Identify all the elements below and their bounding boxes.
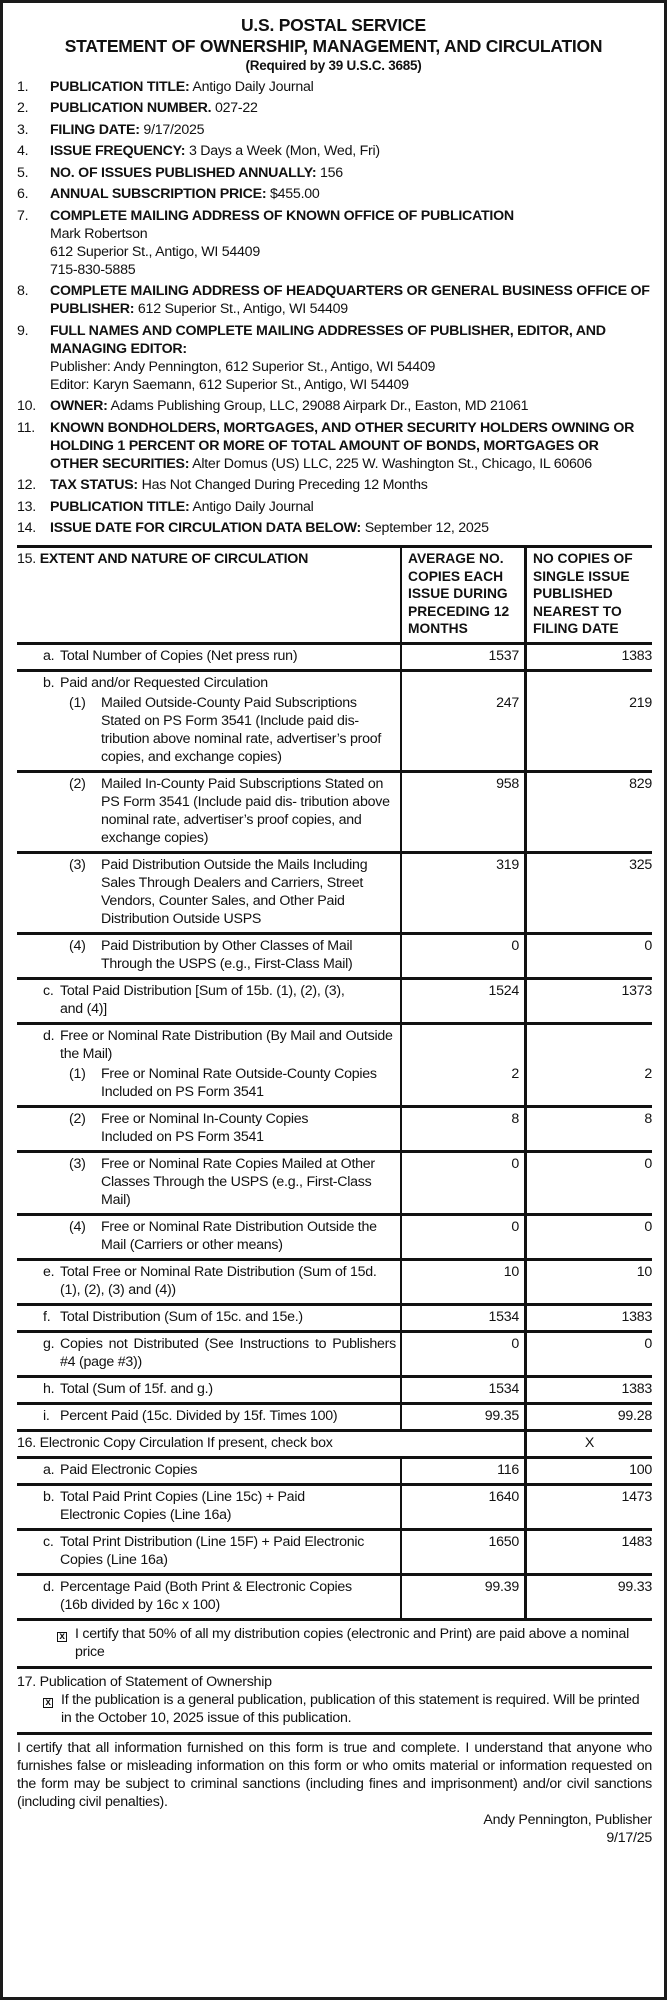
table-row <box>17 1025 652 1063</box>
row-label: Percentage Paid (Both Print & Electronic Copies (16b divided by 16c x 100) <box>60 1578 352 1613</box>
single-issue-value: 0 <box>644 937 652 954</box>
item-label: PUBLICATION TITLE: <box>50 78 190 95</box>
average-value: 116 <box>402 1459 527 1483</box>
row-label: Total Paid Print Copies (Line 15c) + Paid Electronic Copies (Line 16a) <box>60 1488 305 1523</box>
row-label: Paid Electronic Copies <box>60 1461 198 1478</box>
row-key: i. <box>43 1407 50 1424</box>
row-key: h. <box>43 1380 55 1397</box>
section-17-title: 17. Publication of Statement of Ownership <box>17 1673 272 1690</box>
single-issue-value: 325 <box>629 856 652 873</box>
item-number: 11. <box>17 419 35 436</box>
item-label: TAX STATUS: <box>50 477 138 493</box>
item-label: FILING DATE: <box>50 121 140 138</box>
row-key: (4) <box>69 937 86 954</box>
item-filing-date <box>17 121 650 139</box>
row-key: c. <box>43 982 54 999</box>
single-issue-value: 0 <box>644 1218 652 1235</box>
table-row <box>17 692 652 773</box>
certify-50-percent-row <box>17 1621 652 1669</box>
header-agency: U.S. POSTAL SERVICE <box>241 15 426 35</box>
table-row <box>17 1108 652 1153</box>
average-value: 8 <box>402 1108 527 1150</box>
item-value: 156 <box>316 164 343 181</box>
row-label: Percent Paid (15c. Divided by 15f. Times 100) <box>60 1407 338 1424</box>
item-label: PUBLICATION NUMBER. <box>50 100 212 116</box>
item-value: Antigo Daily Journal <box>189 498 314 515</box>
certify-50-percent-label: I certify that 50% of all my distribution copies (electronic and Print) are paid above a nominal price <box>75 1625 630 1660</box>
average-value: 319 <box>402 854 527 932</box>
item-label: ISSUE FREQUENCY: <box>50 143 186 159</box>
row-label: Mailed In-County Paid Subscriptions Stated on PS Form 3541 (Include paid dis- tribution above nominal rate, advertiser’s proof copies, and exchange copies) <box>101 775 390 846</box>
row-key: d. <box>43 1027 55 1044</box>
row-label: Paid Distribution by Other Classes of Mail Through the USPS (e.g., First-Class Mail) <box>101 937 353 972</box>
table-row <box>17 645 652 672</box>
single-issue-value: 1473 <box>621 1488 652 1505</box>
item-value: 3 Days a Week (Mon, Wed, Fri) <box>185 143 380 159</box>
item-number: 4. <box>17 143 29 159</box>
checkbox-checked-icon[interactable]: x <box>43 1698 53 1708</box>
section-number: 15. <box>17 551 36 567</box>
column-header-extent: EXTENT AND NATURE OF CIRCULATION <box>39 551 309 567</box>
electronic-copy-checkbox[interactable]: X <box>584 1434 595 1451</box>
item-value: $455.00 <box>266 186 320 202</box>
item-number: 12. <box>17 477 36 493</box>
item-label: FULL NAMES AND COMPLETE MAILING ADDRESSES OF PUBLISHER, EDITOR, AND MANAGING EDITOR: <box>50 322 606 357</box>
item-label: COMPLETE MAILING ADDRESS OF HEADQUARTERS OR GENERAL BUSINESS OFFICE OF PUBLISHER: <box>50 283 650 317</box>
average-value: 0 <box>402 1216 527 1258</box>
item-value: Adams Publishing Group, LLC, 29088 Airpark Dr., Easton, MD 21061 <box>107 398 529 414</box>
table-row <box>17 1486 652 1531</box>
header-subtitle: (Required by 39 U.S.C. 3685) <box>245 58 422 73</box>
single-issue-value: 0 <box>644 1335 652 1352</box>
item-label: OWNER: <box>50 398 108 414</box>
single-issue-value: 219 <box>629 694 652 711</box>
row-label: Free or Nominal Rate Outside-County Copies Included on PS Form 3541 <box>101 1065 377 1100</box>
item-publisher-editor <box>17 322 650 394</box>
average-value: 1524 <box>402 980 527 1022</box>
single-issue-value: 0 <box>644 1155 652 1172</box>
item-number: 2. <box>17 100 29 116</box>
row-key: (2) <box>69 1110 86 1127</box>
row-key: (1) <box>69 694 86 711</box>
single-issue-value: 1383 <box>621 647 652 664</box>
average-value: 1640 <box>402 1486 527 1528</box>
section-17-text: If the publication is a general publication, publication of this statement is required. Will be printed in the October 10, 2025 issue of this publication. <box>61 1691 640 1726</box>
table-row <box>17 773 652 854</box>
item-label: KNOWN BONDHOLDERS, MORTGAGES, AND OTHER SECURITY HOLDERS OWNING OR HOLDING 1 PERCENT OR MORE OF TOTAL AMOUNT OF BONDS, MORTGAGES OR OTHER SECURITIES: <box>50 419 635 472</box>
average-value: 0 <box>402 1333 527 1375</box>
table-row <box>17 854 652 935</box>
item-number: 9. <box>17 322 29 339</box>
row-key: c. <box>43 1533 54 1550</box>
item-label: COMPLETE MAILING ADDRESS OF KNOWN OFFICE OF PUBLICATION <box>50 207 514 224</box>
row-label: Paid and/or Requested Circulation <box>60 674 268 691</box>
single-issue-value: 829 <box>629 775 652 792</box>
item-owner <box>17 397 650 415</box>
item-value: 612 Superior St., Antigo, WI 54409 <box>134 301 348 317</box>
section-17 <box>17 1669 652 1735</box>
average-value: 1537 <box>402 645 527 669</box>
average-value: 10 <box>402 1261 527 1303</box>
certification-statement: I certify that all information furnished on this form is true and complete. I understand that anyone who furnishes false or misleading information on this form or who omits material or information requested on the form may be subject to criminal sanctions (including fines and imprisonment) and/or civil sanctions (including civil penalties). <box>17 1739 652 1810</box>
electronic-copy-label: 16. Electronic Copy Circulation If present, check box <box>17 1432 527 1456</box>
item-label: PUBLICATION TITLE: <box>50 498 190 515</box>
item-value: 027-22 <box>211 100 258 116</box>
item-number: 1. <box>17 78 29 95</box>
item-bondholders <box>17 419 650 473</box>
single-issue-value: 1373 <box>621 982 652 999</box>
single-issue-value: 2 <box>644 1065 652 1082</box>
item-number: 6. <box>17 186 29 202</box>
average-value: 2 <box>402 1063 527 1105</box>
row-key: g. <box>43 1335 55 1352</box>
single-issue-value: 8 <box>644 1110 652 1127</box>
single-issue-value: 1383 <box>621 1308 652 1325</box>
checkbox-checked-icon[interactable]: x <box>57 1632 67 1642</box>
row-label: Mailed Outside-County Paid Subscriptions Stated on PS Form 3541 (Include paid dis- tribution above nominal rate, advertiser’s proof copies, and exchange copies) <box>101 694 382 765</box>
item-value: Has Not Changed During Preceding 12 Months <box>137 477 428 493</box>
header-title: STATEMENT OF OWNERSHIP, MANAGEMENT, AND CIRCULATION <box>64 36 603 56</box>
circulation-table <box>17 545 652 1669</box>
column-header-single-issue: NO COPIES OF SINGLE ISSUE PUBLISHED NEAREST TO FILING DATE <box>533 551 633 636</box>
row-label: Total Print Distribution (Line 15F) + Paid Electronic Copies (Line 16a) <box>60 1533 365 1568</box>
row-label: Total Paid Distribution [Sum of 15b. (1), (2), (3), and (4)] <box>60 982 345 1017</box>
item-issue-date <box>17 519 650 537</box>
table-row <box>17 980 652 1025</box>
item-issue-frequency <box>17 142 650 160</box>
publisher-info: Publisher: Andy Pennington, 612 Superior St., Antigo, WI 54409 <box>50 358 436 375</box>
row-key: (1) <box>69 1065 86 1082</box>
table-row <box>17 935 652 980</box>
signature-date: 9/17/25 <box>606 1829 652 1846</box>
row-label: Free or Nominal Rate Copies Mailed at Other Classes Through the USPS (e.g., First-Class Mail) <box>101 1155 375 1208</box>
header-label-cell <box>17 548 402 642</box>
item-publication-title-2 <box>17 498 650 516</box>
single-issue-value: 1483 <box>621 1533 652 1550</box>
single-issue-value: 1383 <box>621 1380 652 1397</box>
item-number: 14. <box>17 520 36 536</box>
row-label: Total (Sum of 15f. and g.) <box>60 1380 213 1397</box>
average-value: 247 <box>402 692 527 770</box>
table-row <box>17 1405 652 1432</box>
item-value: Antigo Daily Journal <box>189 78 314 95</box>
row-key: (4) <box>69 1218 86 1235</box>
table-header-row <box>17 548 652 645</box>
table-row <box>17 1306 652 1333</box>
signature-name: Andy Pennington, Publisher <box>483 1811 652 1828</box>
single-issue-value: 99.33 <box>617 1578 652 1595</box>
average-value: 0 <box>402 1153 527 1213</box>
table-row <box>17 1333 652 1378</box>
row-key: (3) <box>69 1155 86 1172</box>
row-label: Paid Distribution Outside the Mails Including Sales Through Dealers and Carriers, Street Vendors, Counter Sales, and Other Paid Distribution Outside USPS <box>101 856 368 927</box>
row-key: a. <box>43 1461 55 1478</box>
item-publication-title <box>17 78 650 96</box>
row-key: d. <box>43 1578 55 1595</box>
row-key: b. <box>43 1488 55 1505</box>
item-value: 9/17/2025 <box>139 121 205 138</box>
table-row <box>17 1531 652 1576</box>
table-row <box>17 1576 652 1621</box>
table-row <box>17 672 652 692</box>
average-value: 1534 <box>402 1378 527 1402</box>
average-value: 0 <box>402 935 527 977</box>
row-key: f. <box>43 1308 51 1325</box>
row-key: a. <box>43 647 55 664</box>
average-value: 1534 <box>402 1306 527 1330</box>
item-number: 3. <box>17 121 29 138</box>
item-value: Alter Domus (US) LLC, 225 W. Washington St., Chicago, IL 60606 <box>189 455 592 472</box>
item-number: 5. <box>17 164 29 181</box>
average-value: 99.35 <box>402 1405 527 1429</box>
average-value: 99.39 <box>402 1576 527 1618</box>
item-number: 7. <box>17 207 29 224</box>
contact-name: Mark Robertson <box>50 225 148 242</box>
row-label: Free or Nominal Rate Distribution (By Mail and Outside the Mail) <box>60 1027 393 1062</box>
contact-phone: 715-830-5885 <box>50 261 136 278</box>
form-header <box>17 15 650 74</box>
table-row <box>17 1261 652 1306</box>
item-label: NO. OF ISSUES PUBLISHED ANNUALLY: <box>50 164 317 181</box>
item-office-address <box>17 207 650 279</box>
table-row <box>17 1153 652 1216</box>
table-row <box>17 1063 652 1108</box>
row-label: Total Free or Nominal Rate Distribution (Sum of 15d. (1), (2), (3) and (4)) <box>60 1263 377 1298</box>
editor-info: Editor: Karyn Saemann, 612 Superior St., Antigo, WI 54409 <box>50 376 409 393</box>
table-row <box>17 1216 652 1261</box>
single-issue-value: 100 <box>629 1461 652 1478</box>
table-row <box>17 1378 652 1405</box>
single-issue-value: 10 <box>636 1263 652 1280</box>
table-row <box>17 1459 652 1486</box>
item-number: 10. <box>17 398 36 414</box>
single-issue-value: 99.28 <box>617 1407 652 1424</box>
item-number: 8. <box>17 283 29 299</box>
item-label: ISSUE DATE FOR CIRCULATION DATA BELOW: <box>50 520 362 536</box>
row-label: Free or Nominal In-County Copies Included on PS Form 3541 <box>101 1110 309 1145</box>
average-value: 958 <box>402 773 527 851</box>
row-label: Total Distribution (Sum of 15c. and 15e.) <box>60 1308 303 1325</box>
item-publication-number <box>17 99 650 117</box>
item-subscription-price <box>17 185 650 203</box>
item-number: 13. <box>17 498 36 515</box>
row-label: Total Number of Copies (Net press run) <box>60 647 298 664</box>
statement-of-ownership-form <box>3 3 664 1997</box>
electronic-copy-row <box>17 1432 652 1459</box>
row-key: b. <box>43 674 55 691</box>
item-headquarters-address <box>17 282 650 318</box>
row-key: (3) <box>69 856 86 873</box>
column-header-average: AVERAGE NO. COPIES EACH ISSUE DURING PRECEDING 12 MONTHS <box>402 548 527 642</box>
row-label: Copies not Distributed (See Instructions to Publishers #4 (page #3)) <box>60 1335 396 1370</box>
contact-address: 612 Superior St., Antigo, WI 54409 <box>50 243 260 260</box>
item-issues-annually <box>17 164 650 182</box>
average-value: 1650 <box>402 1531 527 1573</box>
item-value: September 12, 2025 <box>361 520 489 536</box>
row-key: (2) <box>69 775 86 792</box>
row-label: Free or Nominal Rate Distribution Outside the Mail (Carriers or other means) <box>101 1218 377 1253</box>
row-key: e. <box>43 1263 55 1280</box>
item-label: ANNUAL SUBSCRIPTION PRICE: <box>50 186 267 202</box>
item-tax-status <box>17 476 650 494</box>
